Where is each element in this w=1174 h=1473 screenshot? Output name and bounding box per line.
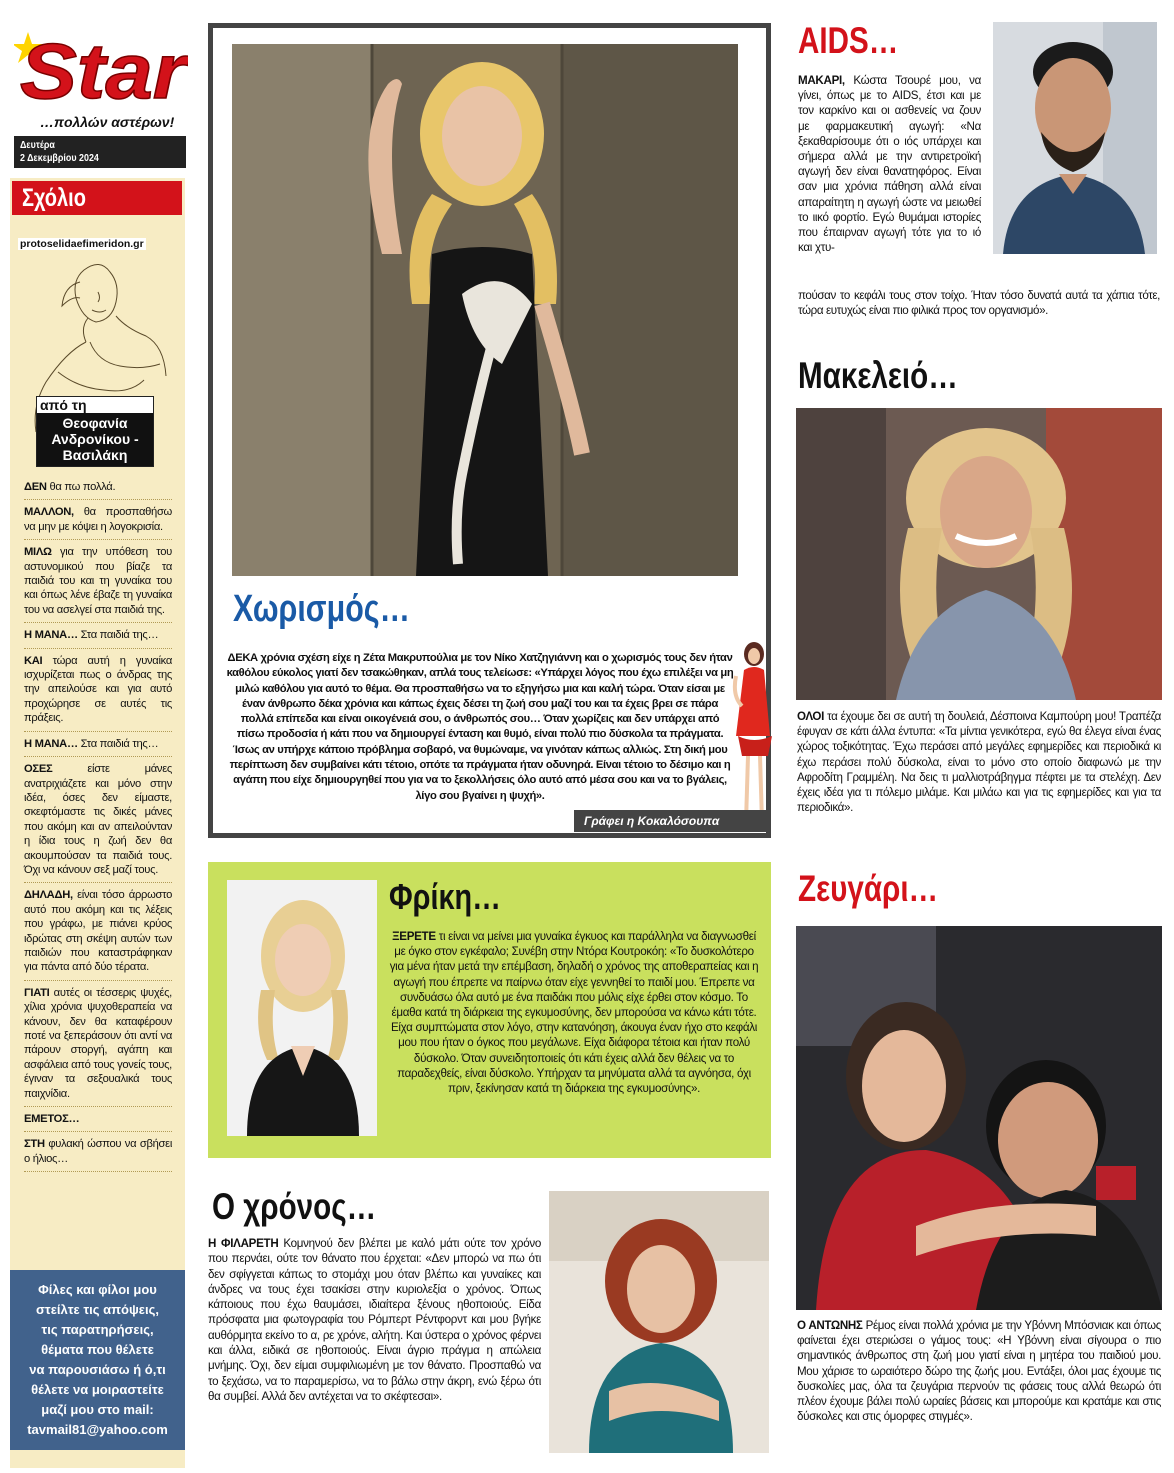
commentary-paragraph — [24, 628, 172, 648]
commentary-paragraph — [24, 505, 172, 540]
friki-body: τι είναι να μείνει μια γυναίκα έγκυος και παράλληλα να διαγνωσθεί με όγκο στον εγκέφαλο; Συνέβη στην Ντόρα Κουτροκόη: «Το δυσκολότερο για μένα ήταν μετά την επέμβαση, δηλαδή ο χρόνος της αποθεραπείας και η αγωγή που έπρεπε να παίρνω όταν είχε γεννηθεί το παιδί μου. Έπρεπε να συνδυάσω όλα αυτό με ένα παιδάκι που μόλις είχε έρθει στον κόσμο. Το έμαθα κατά τη διάρκεια της εγκυμοσύνης, δεν μπορούσα να κάνω κάτι τότε. Είχα συμπτώματα στον λόγο, στην κατανόηση, άκουγα έναν ήχο στο κεφάλι μου που ήταν ο όγκος που μεγάλωνε. Είχα διάφορα τέτοια και ήταν πολύ δύσκολο. Όταν συνειδητοποιείς ότι κάτι έχεις αλλά δεν θέλεις να το παραδεχθείς, είναι δύσκολο. Υπήρχαν τα μηνύματα αλλά τα αγνόησα, όχι πριν, ξεκίνησαν κατά τη διάρκεια της εγκυμοσύνης». — [389, 930, 759, 1096]
section-label: Σχόλιο — [12, 181, 182, 215]
paragraph-body: Στα παιδιά της… — [77, 629, 159, 642]
commentary-paragraph — [24, 1112, 172, 1132]
paragraph-body: Στα παιδιά της… — [77, 737, 159, 750]
date-bar — [14, 136, 186, 168]
paragraph-lead: Η ΜΑΝΑ… — [24, 737, 78, 750]
chronos-text — [208, 1236, 541, 1404]
friki-title: Φρίκη… — [389, 876, 501, 917]
commentary-paragraph — [24, 545, 172, 623]
paragraph-lead: Η ΜΑΝΑ… — [24, 629, 78, 642]
reader-mail-box — [10, 1270, 185, 1450]
makeleio-title: Μακελειό… — [798, 355, 958, 396]
issue-day: Δευτέρα — [20, 139, 55, 151]
aids-photo — [993, 22, 1157, 254]
commentary-paragraph — [24, 480, 172, 500]
feature-title: Χωρισμός… — [233, 588, 410, 630]
feature-text: ΔΕΚΑ χρόνια σχέση είχε η Ζέτα Μακρυπούλια με τον Νίκο Χατζηγιάννη και ο χωρισμός τους δεν ήταν καθόλου εύκολος γιατί δεν τσακώθηκαν, απλά τους τελείωσε: «Υπάρχει λόγος που έχω επιλέξει να μη μιλώ καθόλου για αυτό το θέμα. Θα προσπαθήσω να το εξηγήσω μια και καλή τώρα. Όταν είσαι με έναν άνθρωπο δέκα χρόνια και κάπως έχεις δέσει τη ζωή σου μαζί του και τα έχεις βρει σε πάρα πολλά επίπεδα και είναι οικογένειά σου, ο άνθρωπός σου… Όταν χωρίζεις και δεν υπάρχει από πίσω προδοσία ή κάτι που να δημιουργεί ένταση και θυμό, είναι πολύ πιο δύσκολα τα πράγματα. Ίσως αν υπήρχε κάποιο πρόβλημα σοβαρό, να θυμώναμε, να γινόταν κάπως αλλιώς. Στη δική μου περίπτωση δεν συμβαίνει κάτι τέτοιο, οπότε τα πράγματα ήταν οδυνηρά. Είναι τέτοιο το δέσιμο και η αγάπη που είχε δημιουργηθεί που για να το ξεκολλήσεις όλο αυτό από μέσα σου και να το βγάλεις, λίγο σου βγαίνει η ψυχή». — [226, 652, 734, 802]
zeugari-text — [797, 1318, 1161, 1424]
aids-title: AIDS… — [798, 20, 899, 61]
zeugari-lead: Ο ΑΝΤΩΝΗΣ — [797, 1319, 863, 1332]
friki-lead: ΞΕΡΕΤΕ — [392, 930, 436, 943]
commentary-paragraph — [24, 888, 172, 980]
zeugari-title: Ζευγάρι… — [798, 868, 939, 909]
paragraph-lead: ΜΙΛΩ — [24, 546, 52, 559]
mailbox-line: μαζί μου στο mail: — [41, 1402, 154, 1417]
chronos-body: Κομνηνού δεν βλέπει με καλό μάτι ούτε τον χρόνο που περνάει, ούτε τον θάνατο που έρχεται: «Δεν μπορώ να πω ότι δεν σφίγγεται κάπως το στομάχι μου όταν βλέπω και γυναίκες και άνδρες να τους έχει τσακίσει στην κυριολεξία ο χρόνος. Όπως κάποιους που έχω θαυμάσει, ιδιαίτερα ξένους ηθοποιούς. Είδα πρόσφατα μια φωτογραφία του Ρόμπερτ Ρέντφορντ και μου βγήκε αυθόρμητα εκείνο το α, ρε χρόνε, αλήτη. Και ύστερα ο χρόνος φέρνει και άλλα, ειδικά σε ηθοποιούς. Είναι άγριο πράγμα η απώλεια μνήμης. Όχι, δεν είμαι συμφιλιωμένη με τον θάνατο. Προσπαθώ να το ξεχάσω, να το παραμερίσω, να το βάλω στην άκρη, ενώ ξέρω ότι θα συμβεί. Αλλά δεν αντέχεται να το σκέφτεσαι». — [208, 1237, 541, 1403]
paragraph-lead: ΣΤΗ — [24, 1138, 45, 1151]
mailbox-line: να παρουσιάσω ή ό,τι — [29, 1362, 166, 1377]
watermark: protoselidaefimeridon.gr — [20, 238, 144, 250]
issue-date: 2 Δεκεμβρίου 2024 — [20, 152, 99, 164]
commentary-text — [24, 480, 172, 1177]
commentary-paragraph — [24, 654, 172, 732]
byline-from: από τη — [40, 397, 87, 413]
chronos-title: Ο χρόνος… — [212, 1186, 377, 1227]
paragraph-body: θα προσπαθήσω να μην με κόψει η λογοκρισία. — [24, 506, 172, 533]
paragraph-lead: ΚΑΙ — [24, 654, 43, 667]
paragraph-body: είστε μάνες ανατριχιάζετε και μόνο στην ιδέα, όσες δεν είμαστε, σκεφτόμαστε τις δικές μάνες που ακόμη και αν απειλούνταν η ίδια τους η ζωή δεν θα ακουμπούσαν τα παιδιά τους. Όχι να κάνουν σεξ μαζί τους. — [24, 763, 172, 876]
paragraph-body: για την υπόθεση του αστυνομικού που βίαζε τα παιδιά του και τη γυναίκα του και όπως λένε έβαζε τη γυναίκα του να ασελγεί στα παιδιά της. — [24, 546, 172, 616]
paragraph-body: φυλακή ώσπου να σβήσει ο ήλιος… — [24, 1138, 172, 1165]
paragraph-body: θα πω πολλά. — [46, 481, 116, 493]
paragraph-lead: ΕΜΕΤΟΣ… — [24, 1113, 80, 1126]
feature-photo — [232, 44, 738, 576]
commentary-paragraph — [24, 737, 172, 757]
makeleio-photo — [796, 408, 1162, 700]
paragraph-body: τώρα αυτή η γυναίκα ισχυρίζεται πως ο άνδρας της την απειλούσε και για αυτό προχώρησε σε αυτές τις πράξεις. — [24, 654, 172, 725]
mailbox-line: θέματα που θέλετε — [41, 1342, 154, 1357]
star-logo — [14, 26, 188, 110]
byline-box — [36, 396, 154, 467]
mailbox-line: Φίλες και φίλοι μου — [38, 1282, 157, 1297]
commentary-paragraph — [24, 762, 172, 883]
mailbox-line: θέλετε να μοιραστείτε — [31, 1382, 164, 1397]
makeleio-lead: ΟΛΟΙ — [797, 710, 824, 723]
paragraph-body: αυτές οι τέσσερις ψυχές, χίλια χρόνια ψυχοθεραπεία να κάνουν, δεν θα καταφέρουν ποτέ να ξεπεράσουν ότι αντί να πάρουν στοργή, αγάπη και ασφάλεια από τους γονείς τους, έγιναν τα σεξουαλικά τους παιχνίδια. — [24, 986, 172, 1100]
logo-text: Star — [20, 27, 188, 110]
mailbox-line: στείλτε τις απόψεις, — [36, 1302, 159, 1317]
paragraph-lead: ΟΣΕΣ — [24, 763, 53, 776]
friki-photo — [227, 880, 377, 1136]
aids-lead: ΜΑΚΑΡΙ, — [798, 74, 845, 87]
paragraph-lead: ΓΙΑΤΙ — [24, 986, 50, 999]
mail-address: tavmail81@yahoo.com — [27, 1422, 168, 1437]
paragraph-lead: ΜΑΛΛΟΝ, — [24, 506, 74, 519]
paragraph-lead: ΔΕΝ — [24, 481, 47, 493]
makeleio-text — [797, 709, 1161, 815]
zeugari-photo — [796, 926, 1162, 1310]
aids-text-top — [798, 73, 981, 255]
commentary-paragraph — [24, 1137, 172, 1172]
friki-text — [388, 929, 760, 1096]
paragraph-body: είναι τόσο άρρωστο αυτό που ακόμη και τις λέξεις που γράφω, με πιάνει κρύος ιδρώτας στη σκέψη αυτών των παιδιών που καταστράφηκαν για πάντα από δύο τέρατα. — [24, 889, 172, 974]
columnist-credit: Γράφει η Κοκαλόσουπα — [574, 810, 770, 832]
makeleio-body: τα έχουμε δει σε αυτή τη δουλειά, Δέσποινα Καμπούρη μου! Τραπέζα έφυγαν σε κάτι άλλα έντυπα: «Τα μίντια γενικότερα, εγώ θα έλεγα είναι ένας χώρος τοξικότητας. Έχω περάσει από μεγάλες εφημερίδες και περιοδικά κι έχω περάσει πολύ δύσκολα, είναι το μόνο στο οποίο διαφωνώ με την Αφροδίτη Γραμμέλη. Να δεις τι μαλλιοτράβηγμα πέφτει με τα στελέχη. Δεν έχεις ιδέα για τι πόλεμο μιλάμε. Και μιλάω και για τις εφημερίδες και για τα περιοδικά». — [797, 710, 1161, 815]
chronos-photo — [549, 1191, 769, 1453]
paragraph-lead: ΔΗΛΑΔΗ, — [24, 889, 73, 902]
gossip-columnist-illustration — [730, 636, 774, 834]
aids-text-bottom: πούσαν το κεφάλι τους στον τοίχο. Ήταν τόσο δυνατά αυτά τα χάπια τότε, τώρα ευτυχώς είναι πιο φιλικά προς τον οργανισμό». — [798, 289, 1160, 318]
chronos-lead: Η ΦΙΛΑΡΕΤΗ — [208, 1237, 279, 1250]
aids-body-a: Κώστα Τσουρέ μου, να γίνει, όπως με το AIDS, έτσι και με τον καρκίνο και οι ασθενείς να ζουν με φαρμακευτική αγωγή: «Να ξεκαθαρίσουμε ότι ο ιός υπάρχει και σήμερα αλλά με την αντιρετροϊκή αγωγή δεν είναι θανατηφόρος. Είναι σαν μια χρόνια πάθηση αλλά είναι απαραίτητη η αγωγή ώστε να μειωθεί το ιικό φορτίο. Εγώ θυμάμαι ιστορίες που έπαιρναν αγωγή τότε για το ιό και χτυ- — [798, 74, 981, 255]
tagline: …πολλών αστέρων! — [40, 114, 175, 130]
byline-name: Θεοφανία Ανδρονίκου - Βασιλάκη — [37, 413, 153, 466]
mailbox-line: τις παρατηρήσεις, — [41, 1322, 154, 1337]
zeugari-body: Ρέμος είναι πολλά χρόνια με την Υβόννη Μπόσνιακ και όπως φαίνεται έχει στεριώσει ο γάμος τους: «Η Υβόννη είναι σίγουρα ο πιο σημαντικός άνθρωπος στη ζωή μου γιατί είναι η μητέρα του παιδιού μου. Μου χάρισε το ωραιότερο δώρο της ζωής μου. Εντάξει, όλοι μας έχουμε τις δυσκολίες μας, όλα τα ζευγάρια περνούν τις φάσεις τους αλλά θεωρώ ότι πλέον έχουμε βάλει πολύ ωραίες βάσεις και μπορούμε και κρατάμε και στις δύσκολες και στις όμορφες στιγμές». — [797, 1319, 1161, 1424]
commentary-paragraph — [24, 986, 172, 1107]
